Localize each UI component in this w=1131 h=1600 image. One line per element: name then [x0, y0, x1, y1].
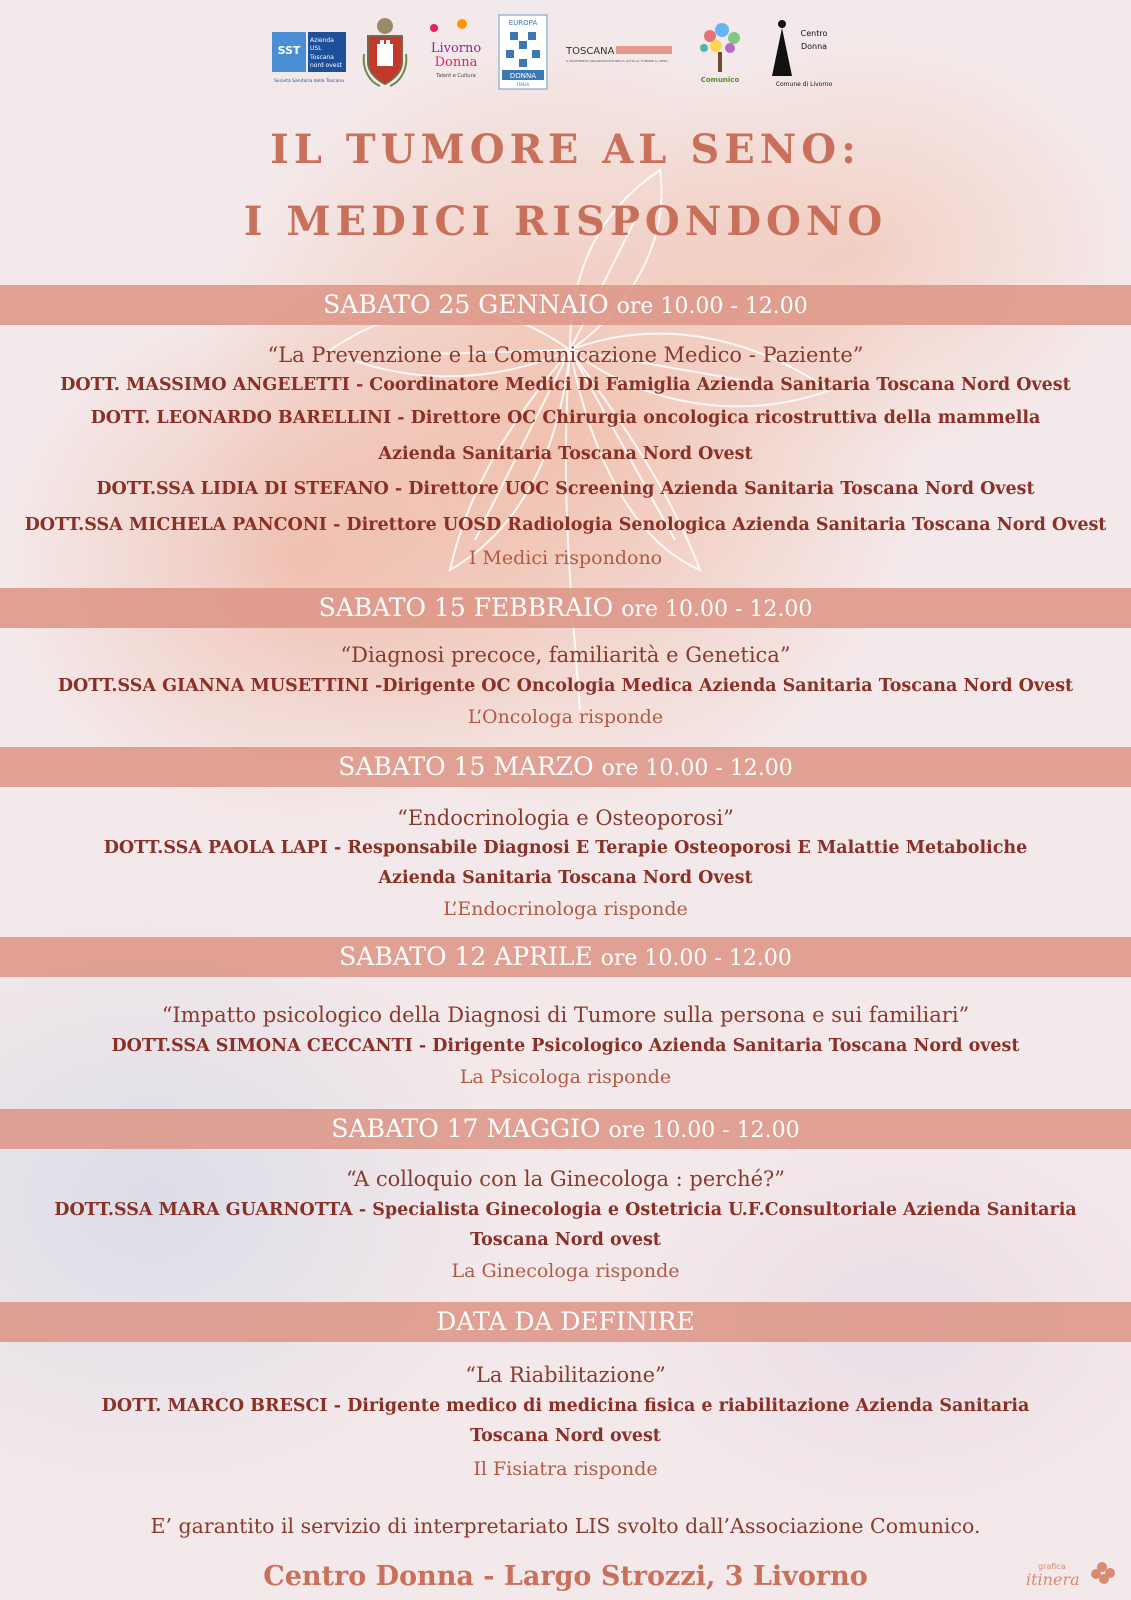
session-1-doctor-2-cont: Azienda Sanitaria Toscana Nord Ovest — [378, 444, 753, 464]
session-6-answer: Il Fisiatra risponde — [473, 1458, 658, 1480]
session-1-date-band — [0, 285, 1131, 325]
session-1-doctor-1: DOTT. MASSIMO ANGELETTI - Coordinatore Medici Di Famiglia Azienda Sanitaria Toscana Nord Ovest — [60, 375, 1071, 395]
usl-logo — [270, 14, 348, 90]
title-line-1: IL TUMORE AL SENO: — [270, 126, 861, 173]
session-time: ore 10.00 - 12.00 — [600, 946, 792, 971]
title-line-2: I MEDICI RISPONDONO — [243, 198, 888, 245]
lis-interpreting-note: E’ garantito il servizio di interpretariato LIS svolto dall’Associazione Comunico. — [150, 1514, 981, 1538]
venue-address: Centro Donna - Largo Strozzi, 3 Livorno — [263, 1561, 868, 1592]
session-date: SABATO 15 FEBBRAIO — [318, 593, 614, 622]
session-6-date-band — [0, 1302, 1131, 1342]
svg-text:ITALIA: ITALIA — [516, 82, 530, 87]
session-2-date-band — [0, 588, 1131, 628]
session-date: SABATO 25 GENNAIO — [323, 290, 609, 319]
session-6-topic: “La Riabilitazione” — [465, 1363, 666, 1387]
svg-text:Comunico: Comunico — [700, 76, 740, 84]
session-1-doctor-2: DOTT. LEONARDO BARELLINI - Direttore OC Chirurgia oncologica ricostruttiva della mammella — [90, 408, 1041, 428]
session-1-topic: “La Prevenzione e la Comunicazione Medico - Paziente” — [267, 343, 864, 367]
session-date: DATA DA DEFINIRE — [436, 1307, 695, 1336]
svg-text:Azienda: Azienda — [310, 37, 334, 44]
session-date: SABATO 12 APRILE — [339, 942, 593, 971]
svg-text:grafica: grafica — [1038, 1562, 1066, 1571]
session-3-date-band — [0, 747, 1131, 787]
session-3-doctor-1: DOTT.SSA PAOLA LAPI - Responsabile Diagnosi E Terapie Osteoporosi E Malattie Metaboliche — [103, 838, 1028, 858]
svg-text:nord ovest: nord ovest — [310, 62, 342, 69]
session-2-doctor-1: DOTT.SSA GIANNA MUSETTINI -Dirigente OC Oncologia Medica Azienda Sanitaria Toscana Nord Ovest — [57, 676, 1074, 696]
session-1-doctor-4: DOTT.SSA MICHELA PANCONI - Direttore UOSD Radiologia Senologica Azienda Sanitaria Toscana Nord Ovest — [24, 515, 1107, 535]
svg-text:USL: USL — [310, 45, 322, 52]
livorno-donna-logo — [422, 14, 486, 90]
session-1-answer: I Medici rispondono — [468, 547, 663, 569]
session-6-doctor-1-cont: Toscana Nord ovest — [470, 1426, 661, 1446]
svg-text:DONNA: DONNA — [509, 72, 537, 80]
svg-text:EUROPA: EUROPA — [508, 19, 538, 27]
session-5-doctor-1-cont: Toscana Nord ovest — [470, 1230, 661, 1250]
session-time: ore 10.00 - 12.00 — [621, 597, 813, 622]
livorno-coat-of-arms-logo — [360, 14, 410, 90]
svg-text:Donna: Donna — [434, 55, 478, 70]
svg-text:Toscana: Toscana — [310, 54, 334, 61]
session-4-doctor-1: DOTT.SSA SIMONA CECCANTI - Dirigente Psicologico Azienda Sanitaria Toscana Nord ovest — [111, 1036, 1020, 1056]
session-date: SABATO 15 MARZO — [338, 752, 594, 781]
partner-logos — [270, 14, 870, 94]
session-6-doctor-1: DOTT. MARCO BRESCI - Dirigente medico di medicina fisica e riabilitazione Azienda Sanitaria — [101, 1396, 1030, 1416]
svg-text:Centro: Centro — [800, 29, 828, 38]
session-2-answer: L’Oncologa risponde — [467, 706, 664, 728]
session-5-date-band — [0, 1109, 1131, 1149]
session-3-topic: “Endocrinologia e Osteoporosi” — [397, 806, 734, 830]
usl-abbr: SST — [277, 44, 301, 57]
comunico-logo — [690, 14, 750, 90]
session-2-topic: “Diagnosi precoce, familiarità e Genetica” — [340, 643, 791, 667]
itinera-graphics-credit-logo — [1020, 1555, 1120, 1595]
svg-text:Livorno: Livorno — [430, 41, 482, 56]
session-time: ore 10.00 - 12.00 — [608, 1118, 800, 1143]
session-date: SABATO 17 MAGGIO — [331, 1114, 601, 1143]
session-time: ore 10.00 - 12.00 — [616, 294, 808, 319]
svg-text:Donna: Donna — [800, 42, 828, 51]
toscana-logo — [562, 14, 674, 90]
session-5-topic: “A colloquio con la Ginecologa : perché?” — [345, 1167, 786, 1191]
centro-donna-logo — [764, 14, 844, 90]
svg-text:TOSCANA: TOSCANA — [566, 46, 615, 57]
svg-text:Società Sanitaria della Toscan: Società Sanitaria della Toscana — [274, 79, 344, 84]
session-time: ore 10.00 - 12.00 — [601, 756, 793, 781]
svg-text:IL MOVIMENTO ORGANIZZATIVO NEL: IL MOVIMENTO ORGANIZZATIVO NELLA LOTTA AL TUMORE AL SENO — [566, 59, 668, 63]
svg-text:itinera: itinera — [1026, 1570, 1080, 1589]
session-4-topic: “Impatto psicologico della Diagnosi di Tumore sulla persona e sui familiari” — [161, 1003, 970, 1027]
session-4-answer: La Psicologa risponde — [459, 1066, 672, 1088]
europa-donna-logo — [498, 14, 548, 90]
session-3-answer: L’Endocrinologa risponde — [443, 898, 688, 920]
session-5-answer: La Ginecologa risponde — [451, 1260, 680, 1282]
session-1-doctor-3: DOTT.SSA LIDIA DI STEFANO - Direttore UOC Screening Azienda Sanitaria Toscana Nord Ovest — [96, 479, 1035, 499]
session-4-date-band — [0, 937, 1131, 977]
session-3-doctor-1-cont: Azienda Sanitaria Toscana Nord Ovest — [378, 868, 753, 888]
svg-text:Comune di Livorno: Comune di Livorno — [775, 81, 833, 88]
session-5-doctor-1: DOTT.SSA MARA GUARNOTTA - Specialista Ginecologia e Ostetricia U.F.Consultoriale Azienda Sanitaria — [54, 1200, 1077, 1220]
svg-text:Talent e Cultura: Talent e Cultura — [436, 73, 476, 79]
